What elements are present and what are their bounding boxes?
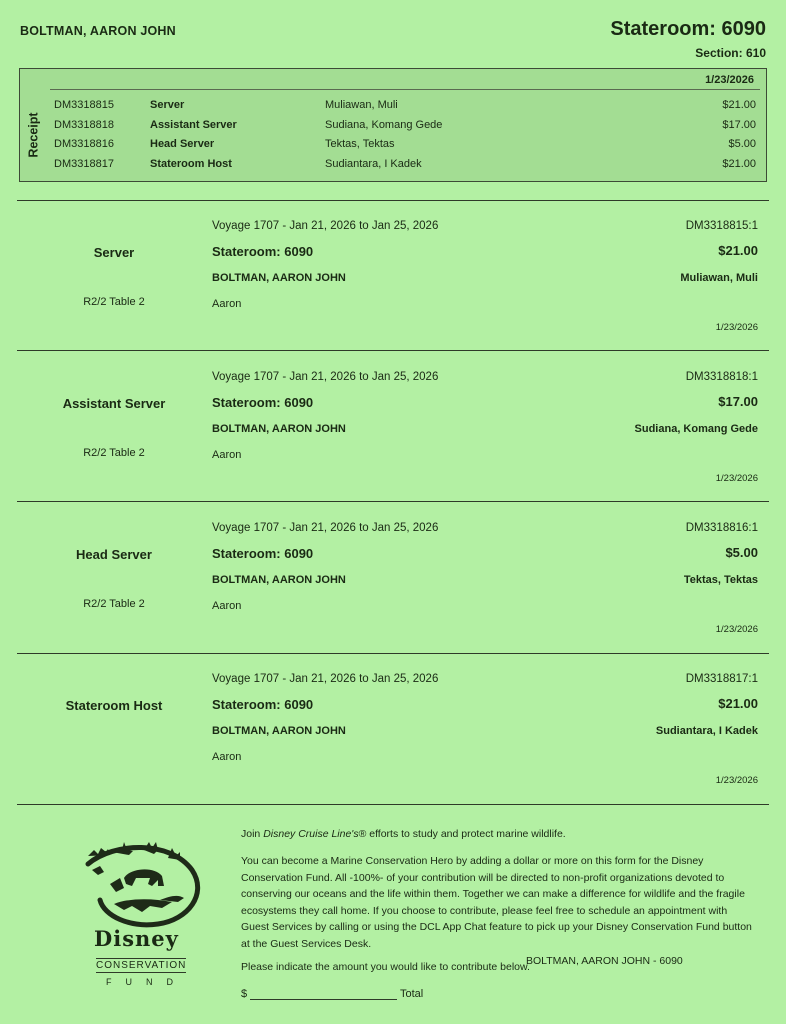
slip-amount: $21.00	[718, 243, 758, 258]
slip-first-name: Aaron	[212, 298, 242, 310]
receipt-row	[54, 117, 756, 137]
receipt-role: Assistant Server	[150, 118, 237, 131]
slip-first-name: Aaron	[212, 600, 242, 612]
slip-stateroom: Stateroom: 6090	[212, 697, 314, 712]
slip-table: R2/2 Table 2	[83, 598, 145, 610]
slip-person: Tektas, Tektas	[683, 574, 758, 586]
slip-voyage: Voyage 1707 - Jan 21, 2026 to Jan 25, 2026	[212, 522, 439, 534]
receipt-label: Receipt	[27, 112, 41, 158]
receipt-role: Server	[150, 99, 185, 111]
slip-person: Muliawan, Muli	[680, 272, 758, 284]
receipt-box	[19, 68, 767, 182]
slip-amount: $17.00	[718, 394, 758, 409]
slip-voyage: Voyage 1707 - Jan 21, 2026 to Jan 25, 2026	[212, 220, 439, 232]
gratuity-slip	[0, 200, 786, 350]
receipt-person: Sudiana, Komang Gede	[325, 118, 443, 131]
receipt-person: Tektas, Tektas	[325, 138, 395, 150]
total-label: Total	[400, 988, 424, 1000]
slip-person: Sudiana, Komang Gede	[634, 423, 758, 435]
slip-role: Head Server	[76, 547, 152, 562]
receipt-amount: $5.00	[728, 138, 756, 150]
slip-guest: BOLTMAN, AARON JOHN	[212, 574, 346, 586]
slip-id: DM3318818:1	[685, 371, 758, 383]
slip-stateroom: Stateroom: 6090	[212, 546, 314, 561]
slip-voyage: Voyage 1707 - Jan 21, 2026 to Jan 25, 2026	[212, 673, 439, 685]
slip-id: DM3318817:1	[685, 673, 758, 685]
gratuity-slip	[0, 653, 786, 803]
slip-id: DM3318816:1	[685, 522, 758, 534]
slip-role: Assistant Server	[62, 396, 166, 411]
gratuity-slip	[0, 351, 786, 501]
receipt-id: DM3318817	[54, 157, 114, 170]
receipt-role: Head Server	[150, 138, 215, 150]
slip-person: Sudiantara, I Kadek	[655, 725, 758, 737]
receipt-amount: $21.00	[722, 157, 756, 170]
receipt-row	[54, 156, 756, 176]
slip-amount: $5.00	[725, 545, 758, 560]
slip-table: R2/2 Table 2	[83, 296, 145, 308]
receipt-date: 1/23/2026	[705, 74, 754, 86]
slip-first-name: Aaron	[212, 449, 242, 461]
slip-voyage: Voyage 1707 - Jan 21, 2026 to Jan 25, 2026	[212, 371, 439, 383]
slip-guest: BOLTMAN, AARON JOHN	[212, 272, 346, 284]
slip-amount: $21.00	[718, 696, 758, 711]
receipt-row	[54, 97, 756, 117]
conservation-body: You can become a Marine Conservation Hero by adding a dollar or more on this form for the Disney Conservation Fund. All -100%- of your contribution will be directed to non-profit organizations devoted to conserving our oceans and the life within them. Together we can make a difference for wildlife and the fragile ecosystems they call home. If you choose to contribute, please feel free to schedule an appointment with Guest Services by calling or using the DCL App Chat feature to pick up your Disney Conservation Fund button at the Guest Services Desk.	[241, 855, 752, 950]
slip-guest: BOLTMAN, AARON JOHN	[212, 725, 346, 737]
stateroom-title: Stateroom: 6090	[610, 18, 766, 40]
receipt-rows	[54, 97, 756, 175]
slip-first-name: Aaron	[212, 751, 242, 763]
guest-stamp: BOLTMAN, AARON JOHN - 6090	[526, 955, 683, 967]
slip-id: DM3318815:1	[685, 220, 758, 232]
slip-role: Stateroom Host	[65, 698, 163, 713]
receipt-role: Stateroom Host	[150, 157, 232, 170]
receipt-person: Sudiantara, I Kadek	[325, 157, 422, 170]
section-label: Section: 610	[695, 46, 766, 60]
receipt-id: DM3318815	[54, 99, 114, 111]
receipt-divider	[50, 89, 760, 90]
conservation-intro: Join Disney Cruise Line's® efforts to study and protect marine wildlife.	[241, 828, 566, 840]
guest-name: BOLTMAN, AARON JOHN	[20, 24, 176, 38]
slip-stateroom: Stateroom: 6090	[212, 244, 314, 259]
slip-date: 1/23/2026	[715, 473, 758, 484]
slip-stateroom: Stateroom: 6090	[212, 395, 314, 410]
receipt-id: DM3318816	[54, 138, 114, 150]
dollar-sign: $	[241, 988, 248, 1000]
slip-date: 1/23/2026	[715, 322, 758, 333]
logo-subtitle: CONSERVATION	[96, 960, 187, 971]
contribution-prompt: Please indicate the amount you would like to contribute below.	[241, 961, 530, 973]
receipt-id: DM3318818	[54, 118, 114, 131]
logo-wordmark: Disney	[94, 926, 179, 951]
slip-date: 1/23/2026	[715, 775, 758, 786]
receipt-row	[54, 136, 756, 156]
receipt-person: Muliawan, Muli	[325, 99, 398, 111]
tear-line	[17, 804, 769, 805]
gratuity-slip	[0, 502, 786, 652]
slip-role: Server	[93, 245, 135, 260]
slip-date: 1/23/2026	[715, 624, 758, 635]
receipt-amount: $21.00	[722, 99, 756, 111]
logo-fund: FUND	[106, 977, 187, 987]
amount-line[interactable]	[250, 999, 397, 1000]
receipt-amount: $17.00	[722, 118, 756, 131]
slip-guest: BOLTMAN, AARON JOHN	[212, 423, 346, 435]
slip-table: R2/2 Table 2	[83, 447, 145, 459]
